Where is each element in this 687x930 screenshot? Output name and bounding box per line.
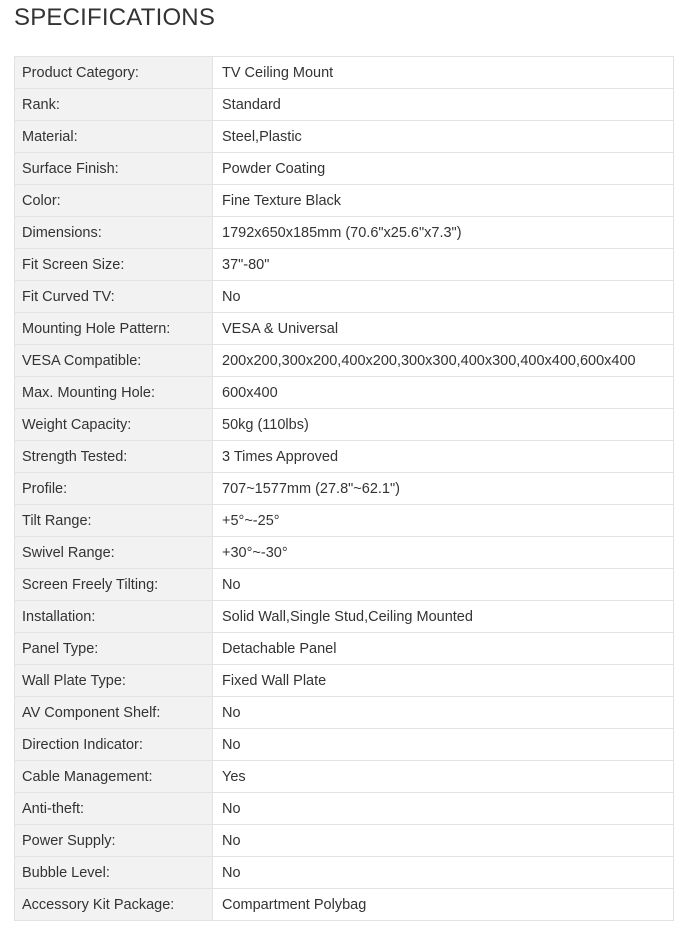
table-row (15, 761, 674, 793)
spec-label: Tilt Range: (15, 505, 213, 537)
table-row (15, 281, 674, 313)
spec-label: Weight Capacity: (15, 409, 213, 441)
table-row (15, 697, 674, 729)
spec-label: Fit Screen Size: (15, 249, 213, 281)
spec-value: Standard (213, 89, 674, 121)
table-row (15, 537, 674, 569)
spec-value: 1792x650x185mm (70.6"x25.6"x7.3") (213, 217, 674, 249)
spec-label: Mounting Hole Pattern: (15, 313, 213, 345)
table-row (15, 473, 674, 505)
spec-value: Steel,Plastic (213, 121, 674, 153)
spec-label: Installation: (15, 601, 213, 633)
page-title: SPECIFICATIONS (14, 4, 216, 31)
spec-label: Power Supply: (15, 825, 213, 857)
spec-value: No (213, 793, 674, 825)
spec-label: Panel Type: (15, 633, 213, 665)
table-row (15, 377, 674, 409)
specifications-table (14, 56, 674, 921)
spec-value: +30°~-30° (213, 537, 674, 569)
spec-value: No (213, 857, 674, 889)
table-row (15, 793, 674, 825)
table-row (15, 569, 674, 601)
spec-value: Fixed Wall Plate (213, 665, 674, 697)
spec-label: Rank: (15, 89, 213, 121)
spec-value: No (213, 281, 674, 313)
spec-value: 37"-80" (213, 249, 674, 281)
spec-value: TV Ceiling Mount (213, 57, 674, 89)
spec-label: Bubble Level: (15, 857, 213, 889)
table-row (15, 57, 674, 89)
spec-value: 707~1577mm (27.8"~62.1") (213, 473, 674, 505)
spec-label: Color: (15, 185, 213, 217)
table-row (15, 665, 674, 697)
table-row (15, 89, 674, 121)
spec-value: Detachable Panel (213, 633, 674, 665)
table-row (15, 825, 674, 857)
table-row (15, 409, 674, 441)
spec-value: No (213, 729, 674, 761)
spec-label: Wall Plate Type: (15, 665, 213, 697)
spec-label: Max. Mounting Hole: (15, 377, 213, 409)
table-row (15, 345, 674, 377)
spec-value: +5°~-25° (213, 505, 674, 537)
spec-label: Fit Curved TV: (15, 281, 213, 313)
spec-label: Strength Tested: (15, 441, 213, 473)
table-row (15, 857, 674, 889)
spec-label: Swivel Range: (15, 537, 213, 569)
spec-label: Direction Indicator: (15, 729, 213, 761)
spec-value: No (213, 697, 674, 729)
spec-label: Profile: (15, 473, 213, 505)
table-row (15, 121, 674, 153)
spec-label: Dimensions: (15, 217, 213, 249)
table-row (15, 601, 674, 633)
table-row (15, 249, 674, 281)
spec-value: Yes (213, 761, 674, 793)
spec-value: Powder Coating (213, 153, 674, 185)
spec-value: Compartment Polybag (213, 889, 674, 921)
table-row (15, 217, 674, 249)
table-row (15, 313, 674, 345)
table-row (15, 633, 674, 665)
spec-label: Accessory Kit Package: (15, 889, 213, 921)
table-row (15, 729, 674, 761)
spec-value: Fine Texture Black (213, 185, 674, 217)
spec-value: 3 Times Approved (213, 441, 674, 473)
spec-value: 50kg (110lbs) (213, 409, 674, 441)
table-row (15, 153, 674, 185)
spec-label: Surface Finish: (15, 153, 213, 185)
spec-value: No (213, 825, 674, 857)
spec-value: 200x200,300x200,400x200,300x300,400x300,400x400,600x400 (213, 345, 674, 377)
table-row (15, 441, 674, 473)
table-row (15, 889, 674, 921)
spec-label: AV Component Shelf: (15, 697, 213, 729)
spec-value: Solid Wall,Single Stud,Ceiling Mounted (213, 601, 674, 633)
spec-value: No (213, 569, 674, 601)
spec-label: Anti-theft: (15, 793, 213, 825)
table-row (15, 185, 674, 217)
spec-label: Screen Freely Tilting: (15, 569, 213, 601)
spec-label: Material: (15, 121, 213, 153)
spec-label: Product Category: (15, 57, 213, 89)
spec-value: VESA & Universal (213, 313, 674, 345)
spec-label: VESA Compatible: (15, 345, 213, 377)
spec-value: 600x400 (213, 377, 674, 409)
specifications-table-body (15, 57, 674, 921)
spec-label: Cable Management: (15, 761, 213, 793)
table-row (15, 505, 674, 537)
